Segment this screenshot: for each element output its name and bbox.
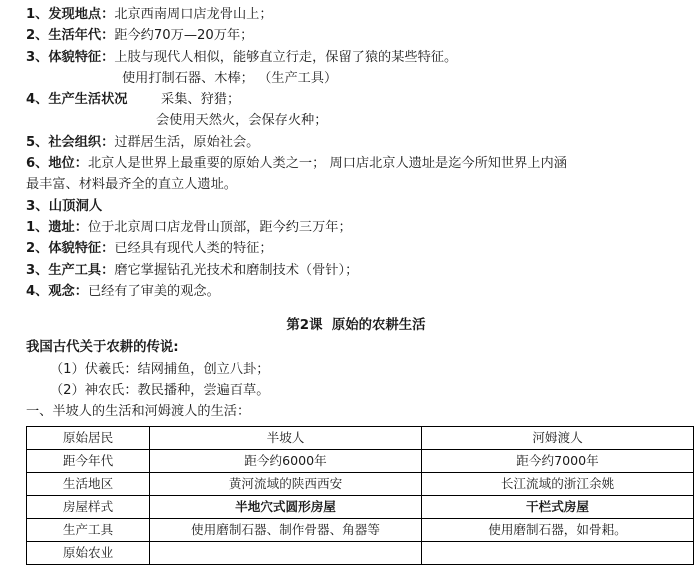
list-item-text: 最丰富、材料最齐全的直立人遗址。 — [26, 177, 237, 193]
table-header-cell: 河姆渡人 — [422, 426, 694, 449]
list-item-label: 4、生产生活状况 — [26, 92, 128, 108]
list-item-text: 使用打制石器、木棒； （生产工具） — [122, 70, 338, 86]
table-header-cell: 半坡人 — [150, 426, 422, 449]
table-row — [27, 495, 694, 518]
section-spacer — [26, 302, 686, 315]
table-row-label: 距今年代 — [27, 449, 150, 472]
table-row-label: 原始农业 — [27, 541, 150, 564]
table-row — [27, 449, 694, 472]
list-item — [26, 4, 686, 25]
list-item — [26, 281, 686, 302]
table-cell: 干栏式房屋 — [422, 495, 694, 518]
list-item-label: 3、体貌特征： — [26, 49, 115, 65]
table-cell: 黄河流域的陕西西安 — [150, 472, 422, 495]
list-item — [26, 260, 686, 281]
list-item-label: 5、社会组织： — [26, 134, 115, 150]
table-row — [27, 518, 694, 541]
list-item — [26, 132, 686, 153]
subheading-agriculture-legends: 我国古代关于农耕的传说: — [26, 340, 179, 356]
list-item: （1）伏羲氏：结网捕鱼，创立八卦； — [50, 361, 270, 377]
table-cell: 半地穴式圆形房屋 — [150, 495, 422, 518]
table-row — [27, 541, 694, 564]
section-heading-shandingdong: 3、山顶洞人 — [26, 198, 103, 214]
table-cell — [422, 541, 694, 564]
shandingdong-list — [26, 217, 686, 302]
table-cell: 使用磨制石器、制作骨器、角器等 — [150, 518, 422, 541]
list-item-text: 已经具有现代人类的特征； — [114, 241, 273, 257]
beijing-man-list — [26, 4, 686, 196]
list-item-text: 磨它掌握钻孔光技术和磨制技术（骨针）； — [114, 262, 359, 278]
list-item-text: 位于北京周口店龙骨山顶部，距今约三万年； — [87, 220, 352, 236]
list-item-label: 2、体貌特征： — [26, 241, 115, 257]
list-item: （2）神农氏：教民播种，尝遍百草。 — [50, 383, 270, 399]
table-header-row — [27, 426, 694, 449]
list-item-text: 北京西南周口店龙骨山上； — [114, 7, 273, 22]
list-item — [26, 25, 686, 46]
list-item-text: 距今约70万—20万年； — [114, 28, 254, 44]
list-item — [26, 217, 686, 238]
list-item-label: 6、地位： — [26, 156, 88, 172]
list-item-label: 3、生产工具： — [26, 262, 115, 278]
list-item — [26, 47, 686, 68]
list-item — [26, 238, 686, 259]
table-header-cell: 原始居民 — [27, 426, 150, 449]
list-item-text: 已经有了审美的观念。 — [87, 284, 220, 300]
table-cell — [150, 541, 422, 564]
table-cell: 长江流域的浙江余姚 — [422, 472, 694, 495]
legend-list — [26, 359, 686, 402]
table-row-label: 生产工具 — [27, 518, 150, 541]
table-cell: 距今约7000年 — [422, 449, 694, 472]
table-cell: 距今约6000年 — [150, 449, 422, 472]
comparison-table — [26, 426, 694, 565]
list-item-text: 过群居生活，原始社会。 — [114, 134, 260, 150]
list-item-text: 上肢与现代人相似，能够直立行走，保留了猿的某些特征。 — [114, 49, 458, 65]
list-item-label: 1、发现地点： — [26, 7, 115, 22]
list-item-continuation — [26, 174, 686, 195]
list-item-continuation — [26, 110, 686, 131]
list-item-label: 4、观念： — [26, 284, 88, 300]
list-item — [26, 153, 686, 174]
list-item-label: 1、遗址： — [26, 220, 88, 236]
list-item — [26, 89, 686, 110]
table-row-label: 房屋样式 — [27, 495, 150, 518]
list-item-text: 会使用天然火，会保存火种； — [156, 113, 328, 129]
list-item-text: 采集、狩猎； — [127, 92, 241, 108]
table-row — [27, 472, 694, 495]
list-item-continuation — [26, 68, 686, 89]
table-intro: 一、半坡人的生活和河姆渡人的生活： — [26, 404, 251, 420]
lesson-title: 第2课 原始的农耕生活 — [286, 318, 426, 334]
list-item-label: 2、生活年代： — [26, 28, 115, 44]
table-row-label: 生活地区 — [27, 472, 150, 495]
list-item-text: 北京人是世界上最重要的原始人类之一； 周口店北京人遗址是迄今所知世界上内涵 — [87, 156, 567, 172]
table-cell: 使用磨制石器，如骨耜。 — [422, 518, 694, 541]
